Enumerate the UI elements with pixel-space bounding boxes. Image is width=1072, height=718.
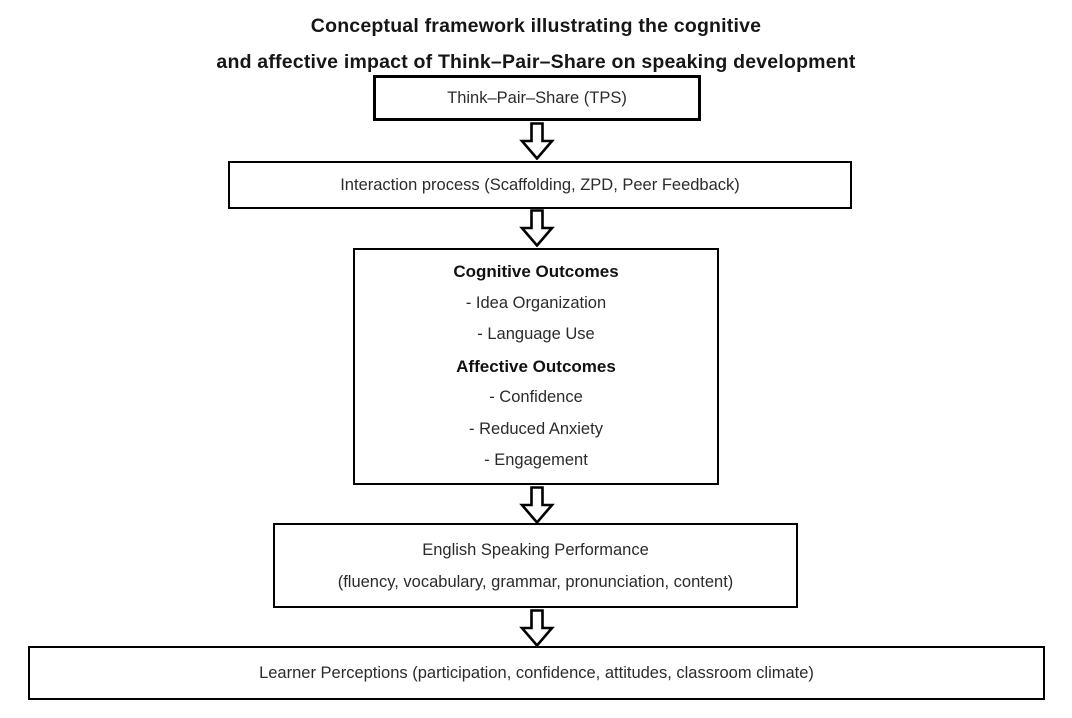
learner-perceptions-box (28, 646, 1045, 700)
diagram-title-line2: and affective impact of Think–Pair–Share on speaking development (216, 51, 856, 73)
affective-outcomes-heading: Affective Outcomes (456, 356, 616, 376)
interaction-process-label: Interaction process (Scaffolding, ZPD, Peer Feedback) (340, 175, 740, 194)
diagram-title (0, 8, 1072, 80)
affective-outcome-item: - Confidence (489, 388, 583, 407)
learner-perceptions-label: Learner Perceptions (participation, confidence, attitudes, classroom climate) (259, 663, 814, 682)
down-arrow-icon (518, 609, 556, 647)
interaction-process-box (228, 161, 852, 209)
speaking-performance-line1: English Speaking Performance (422, 540, 649, 559)
affective-outcome-item: - Engagement (484, 451, 588, 470)
cognitive-outcome-item: - Idea Organization (465, 293, 607, 312)
diagram-title-line1: Conceptual framework illustrating the cognitive (310, 15, 762, 37)
tps-box-label: Think–Pair–Share (TPS) (447, 88, 627, 107)
tps-box (373, 75, 701, 121)
down-arrow-icon (518, 209, 556, 247)
cognitive-outcome-item: - Language Use (477, 325, 595, 344)
outcomes-box (353, 248, 719, 485)
affective-outcome-item: - Reduced Anxiety (469, 419, 603, 438)
down-arrow-icon (518, 122, 556, 160)
down-arrow-icon (518, 486, 556, 524)
cognitive-outcomes-heading: Cognitive Outcomes (453, 262, 619, 282)
speaking-performance-box (273, 523, 798, 608)
speaking-performance-line2: (fluency, vocabulary, grammar, pronunciation, content) (337, 572, 734, 591)
